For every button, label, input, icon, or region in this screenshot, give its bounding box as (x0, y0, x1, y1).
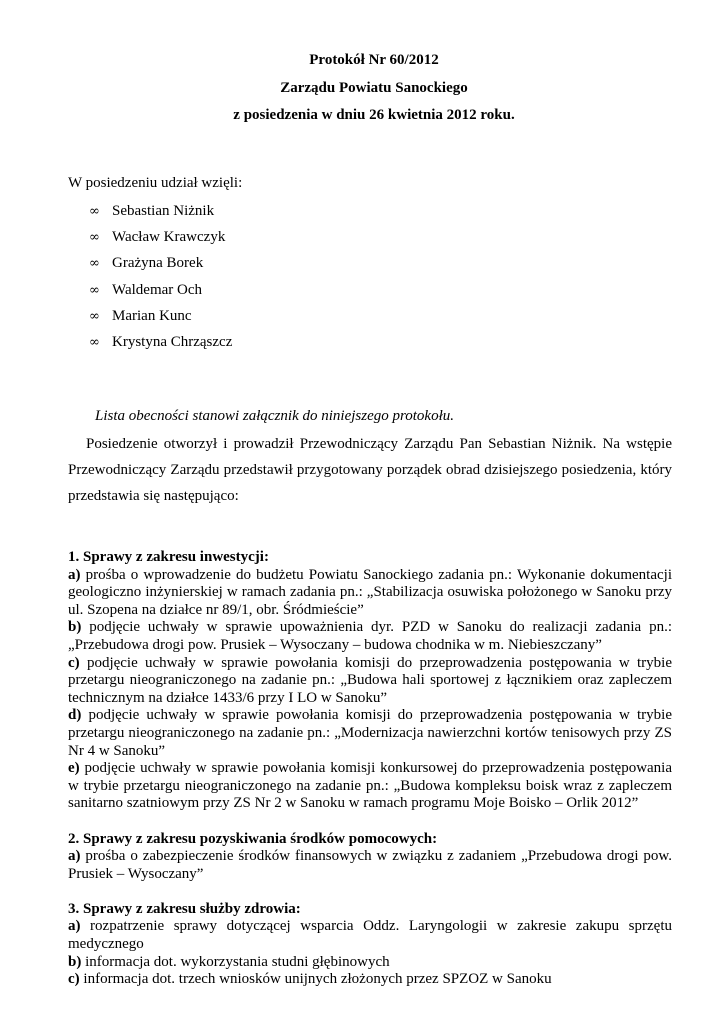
agenda-item (68, 567, 672, 620)
attendance-note: Lista obecności stanowi załącznik do niniejszego protokołu. (95, 408, 455, 424)
infinity-bullet-icon: ∞ (89, 334, 100, 350)
agenda-item (68, 707, 672, 760)
infinity-bullet-icon: ∞ (89, 204, 100, 219)
attendee-item (89, 333, 232, 359)
attendee-list (89, 202, 232, 359)
agenda-item (68, 971, 672, 989)
attendee-item (89, 202, 232, 228)
attendee-name: Waldemar Och (112, 281, 202, 298)
attendee-name: Krystyna Chrząszcz (112, 333, 233, 350)
agenda-item-letter: a) (68, 918, 81, 935)
infinity-bullet-icon: ∞ (89, 230, 100, 246)
agenda-item-letter: c) (68, 971, 80, 988)
agenda-item (68, 760, 672, 813)
section-spacer (68, 883, 672, 901)
infinity-bullet-icon: ∞ (89, 282, 100, 298)
board-name-title: Zarządu Powiatu Sanockiego (280, 80, 468, 96)
agenda-item-letter: e) (68, 760, 80, 777)
attendee-name: Marian Kunc (112, 307, 192, 324)
agenda-item-text: rozpatrzenie sprawy dotyczącej wsparcia Oddz. Laryngologii w zakresie zakupu sprzętu medycznego (68, 918, 672, 953)
agenda-item-text: podjęcie uchwały w sprawie upoważnienia dyr. PZD w Sanoku do realizacji zadania pn.: „Przebudowa drogi pow. Prusiek – Wysoczany – budowa chodnika w m. Niebieszczany” (68, 619, 672, 653)
agenda-item-letter: a) (68, 566, 81, 583)
agenda-item (68, 848, 672, 883)
attendee-item (89, 307, 232, 333)
agenda-item-text: podjęcie uchwały w sprawie powołania komisji do przeprowadzenia postępowania w trybie przetargu nieograniczonego na zadanie pn.: „Budowa hali sportowej z łącznikiem oraz zapleczem technicznym na działce 1433/6 przy I LO w Sanoku” (68, 654, 672, 706)
agenda-item-letter: d) (68, 707, 82, 724)
infinity-bullet-icon: ∞ (89, 308, 100, 324)
agenda-item-text: prośba o zabezpieczenie środków finansowych w związku z zadaniem „Przebudowa drogi pow. Prusiek – Wysoczany” (68, 848, 673, 882)
infinity-bullet-icon: ∞ (89, 256, 100, 272)
attendee-name: Wacław Krawczyk (112, 229, 226, 246)
agenda-section-title: 3. Sprawy z zakresu służby zdrowia: (68, 900, 301, 917)
agenda-section-title: 1. Sprawy z zakresu inwestycji: (68, 549, 269, 565)
agenda-item (68, 954, 672, 972)
protocol-number-title: Protokół Nr 60/2012 (309, 52, 439, 68)
agenda-item-text: podjęcie uchwały w sprawie powołania komisji do przeprowadzenia postępowania w trybie przetargu nieograniczonego na zadanie pn.: „Modernizacja nawierzchni kortów tenisowych przy ZS Nr 4 w Sanoku” (68, 707, 672, 759)
attendee-name: Sebastian Niżnik (112, 203, 215, 219)
agenda (68, 549, 672, 989)
agenda-item-text: informacja dot. trzech wniosków unijnych złożonych przez SPZOZ w Sanoku (83, 971, 552, 988)
agenda-item-letter: b) (68, 619, 82, 636)
attendee-name: Grażyna Borek (112, 255, 204, 272)
meeting-date-title: z posiedzenia w dniu 26 kwietnia 2012 roku. (233, 107, 515, 123)
agenda-section-title: 2. Sprawy z zakresu pozyskiwania środków pomocowych: (68, 830, 438, 847)
agenda-item-text: podjęcie uchwały w sprawie powołania komisji konkursowej do przeprowadzenia postępowania w trybie przetargu nieograniczonego na zadanie pn.: „Budowa kompleksu boisk wraz z zapleczem sanitarno szatniowym przy ZS Nr 2 w Sanoku w ramach programu Moje Boisko – Orlik 2012” (68, 760, 673, 812)
agenda-item-letter: b) (68, 953, 82, 970)
opening-paragraph: Posiedzenie otworzył i prowadził Przewodniczący Zarządu Pan Sebastian Niżnik. Na wstępie Przewodniczący Zarządu przedstawił przygotowany porządek obrad dzisiejszego posiedzenia, który przedstawia się następująco: (68, 436, 672, 504)
attendance-intro: W posiedzeniu udział wzięli: (68, 175, 243, 191)
agenda-item-text: prośba o wprowadzenie do budżetu Powiatu Sanockiego zadania pn.: Wykonanie dokumentacji geologiczno inżynierskiej w ramach zadania pn.: „Stabilizacja osuwiska położonego w Sanoku przy ul. Szopena na działce nr 89/1, obr. Śródmieście” (68, 566, 673, 618)
agenda-item-text: informacja dot. wykorzystania studni głębinowych (85, 953, 390, 970)
section-spacer (68, 813, 672, 831)
attendee-item (89, 228, 232, 254)
agenda-item-letter: c) (68, 654, 80, 671)
agenda-item (68, 619, 672, 654)
agenda-item (68, 655, 672, 708)
attendee-item (89, 281, 232, 307)
attendee-item (89, 254, 232, 280)
agenda-item-letter: a) (68, 848, 81, 865)
agenda-item (68, 918, 672, 953)
